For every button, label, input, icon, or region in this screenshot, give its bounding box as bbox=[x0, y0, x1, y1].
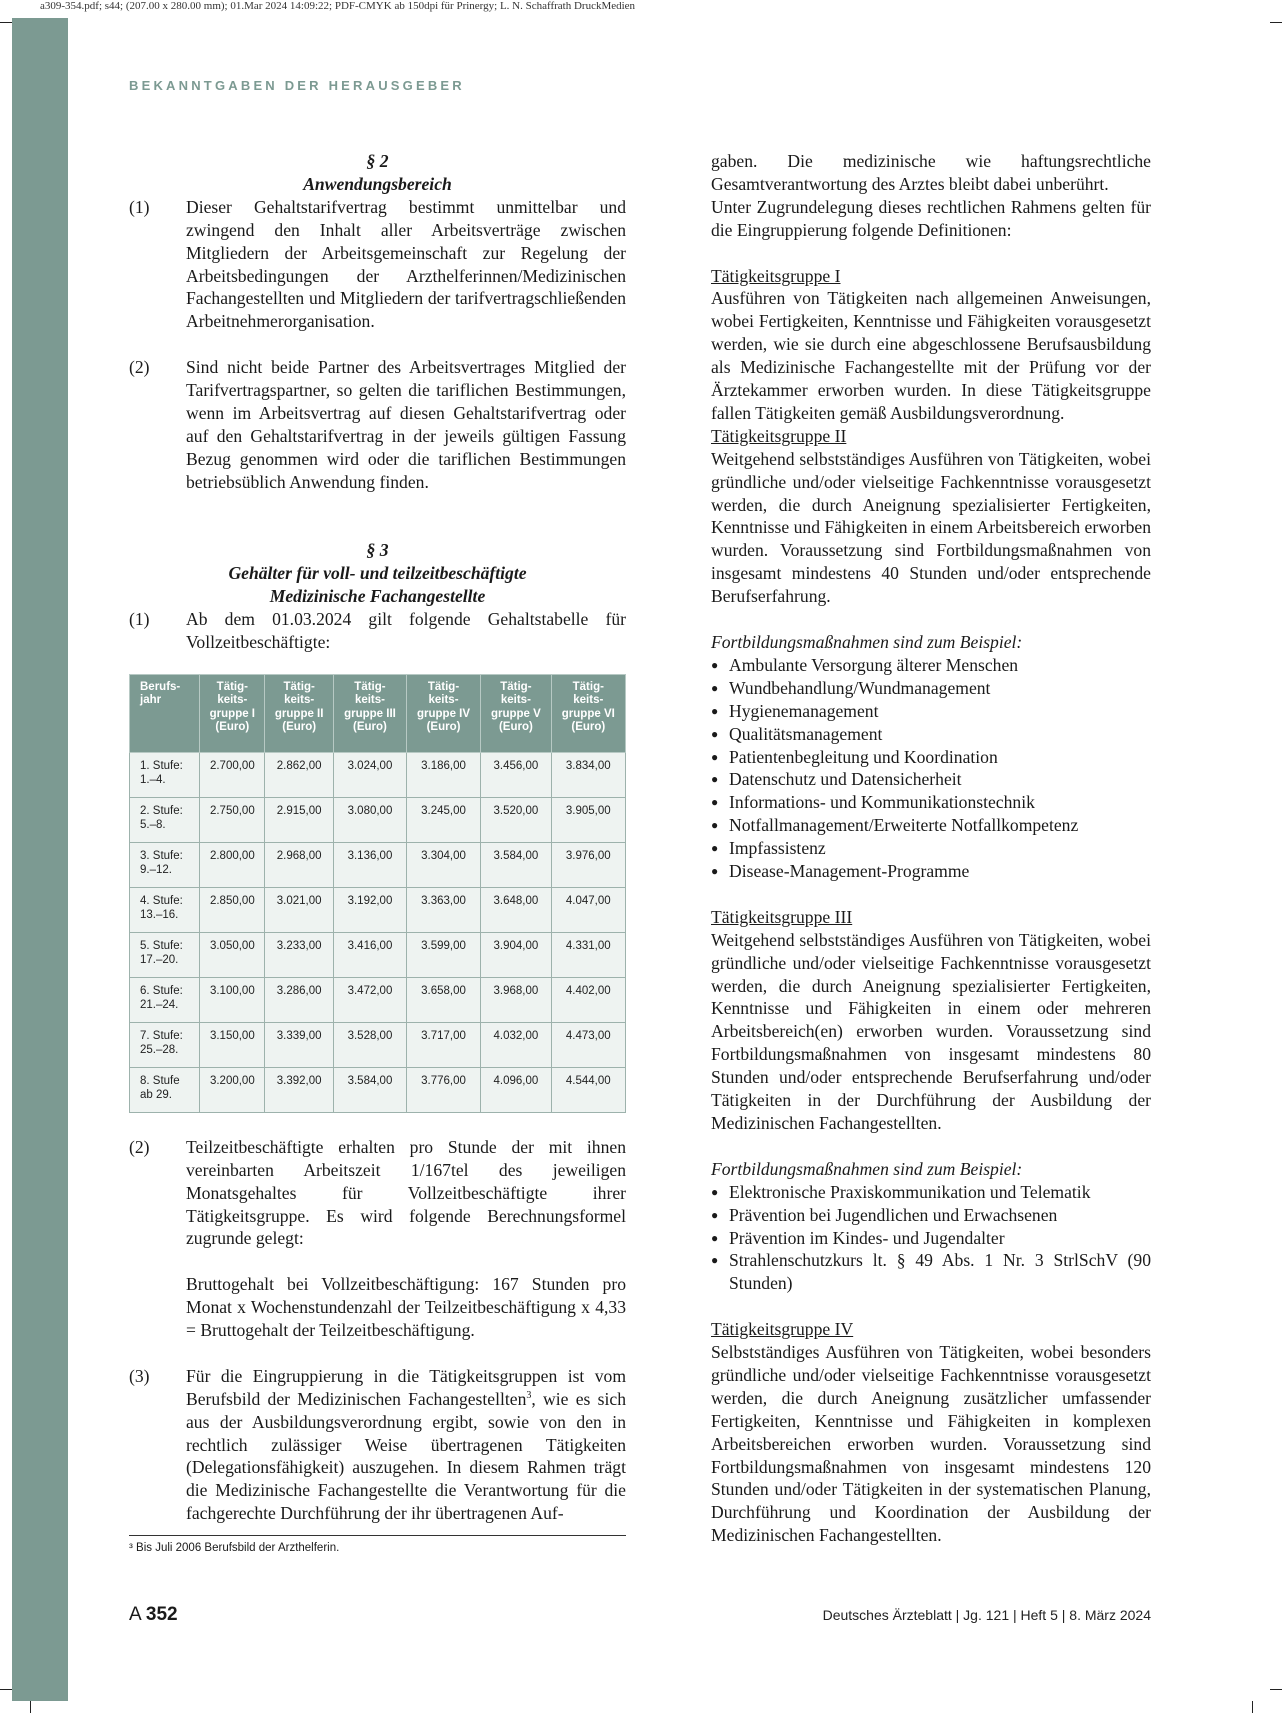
list-item: ● Qualitätsmanagement bbox=[711, 723, 1151, 746]
salary-cell: 3.363,00 bbox=[406, 887, 480, 932]
salary-cell: 3.304,00 bbox=[406, 842, 480, 887]
group-description: Weitgehend selbstständiges Ausführen von Tätigkeiten, wobei gründliche und/oder vielseitige Fachkenntnisse vorausgesetzt werden, die durch Aneignung spezialisierter Fertigkeiten, Kenntnisse und Fähigkeiten in einem oder mehreren Arbeitsbereich(en) erworben wurden. Voraussetzung sind Fortbildungsmaßnahmen von insgesamt mindestens 80 Stunden und/oder entsprechende Berufserfahrung und/oder Tätigkeiten in der Durchführung der Ausbildung der Medizinischen Fachangestellten. bbox=[711, 929, 1151, 1134]
list-item: ● Elektronische Praxiskommunikation und Telematik bbox=[711, 1181, 1151, 1204]
salary-cell: 3.976,00 bbox=[551, 842, 625, 887]
salary-cell: 2.862,00 bbox=[265, 752, 334, 797]
list-item: ● Notfallmanagement/Erweiterte Notfallkompetenz bbox=[711, 814, 1151, 837]
salary-cell: 3.021,00 bbox=[265, 887, 334, 932]
clause bbox=[129, 196, 626, 333]
clause-number: (2) bbox=[129, 357, 150, 378]
salary-cell: 3.100,00 bbox=[200, 977, 265, 1022]
print-metadata-line: a309-354.pdf; s44; (207.00 x 280.00 mm); 01.Mar 2024 14:09:22; PDF-CMYK ab 150dpi für Prinergy; L. N. Schaffrath DruckMedien bbox=[40, 0, 636, 12]
list-item: ● Impfassistenz bbox=[711, 837, 1151, 860]
examples-heading: Fortbildungsmaßnahmen sind zum Beispiel: bbox=[711, 1158, 1023, 1179]
table-row bbox=[130, 797, 626, 842]
salary-cell: 2.968,00 bbox=[265, 842, 334, 887]
salary-cell: 3.648,00 bbox=[481, 887, 551, 932]
group-description: Ausführen von Tätigkeiten nach allgemeinen Anweisungen, wobei Fertigkeiten, Kenntnisse und Fähigkeiten vorausgesetzt werden, wie sie durch eine abgeschlossene Berufsausbildung als Medizinische Fachangestellte mit der Prüfung vor der Ärztekammer erworben wurden. In diese Tätigkeitsgruppe fallen Tätigkeiten gemäß Ausbildungsverordnung. bbox=[711, 288, 1151, 423]
list-item: ● Wundbehandlung/Wundmanagement bbox=[711, 677, 1151, 700]
salary-cell: 3.968,00 bbox=[481, 977, 551, 1022]
row-label-stage: 1. Stufe: 1.–4. bbox=[130, 752, 200, 797]
crop-mark bbox=[0, 22, 12, 23]
salary-cell: 3.245,00 bbox=[406, 797, 480, 842]
column-header-year: Berufs- jahr bbox=[130, 674, 200, 752]
table-row bbox=[130, 842, 626, 887]
list-item: ● Prävention im Kindes- und Jugendalter bbox=[711, 1227, 1151, 1250]
salary-cell: 3.233,00 bbox=[265, 932, 334, 977]
group-description: Weitgehend selbstständiges Ausführen von Tätigkeiten, wobei gründliche und/oder vielseitige Fachkenntnisse vorausgesetzt werden, die durch Aneignung spezialisierter Fertigkeiten, Kenntnisse und Fähigkeiten in einem Arbeitsbereich erworben wurden. Voraussetzung sind Fortbildungsmaßnahmen von insgesamt mindestens 40 Stunden und/oder entsprechende Berufserfahrung. bbox=[711, 448, 1151, 607]
crop-mark bbox=[1252, 1701, 1253, 1713]
table-row bbox=[130, 1022, 626, 1067]
journal-citation: Deutsches Ärzteblatt | Jg. 121 | Heft 5 | 8. März 2024 bbox=[822, 1607, 1151, 1623]
page-number: A 352 bbox=[129, 1604, 178, 1625]
footnote: ³ Bis Juli 2006 Berufsbild der Arzthelferin. bbox=[129, 1542, 340, 1555]
table-row bbox=[130, 932, 626, 977]
examples-list bbox=[711, 654, 1151, 883]
list-item: ● Informations- und Kommunikationstechnik bbox=[711, 791, 1151, 814]
table-row bbox=[130, 977, 626, 1022]
group-title: Tätigkeitsgruppe II bbox=[711, 425, 847, 446]
clause-text: Für die Eingruppierung in die Tätigkeitsgruppen ist vom Berufsbild der Medizinischen Fachangestellten$^3$, wie es sich aus der Ausbildungsverordnung ergibt, sowie von den in rechtlich zulässiger Weise übertragenen Tätigkeiten (Delegationsfähigkeit) auszugehen. In diesem Rahmen trägt die Medizinische Fachangestellte die Verantwortung für die fachgerechte Durchführung der ihr übertragenen Auf- bbox=[186, 1365, 626, 1524]
table-row bbox=[130, 887, 626, 932]
row-label-stage: 8. Stufe ab 29. bbox=[130, 1067, 200, 1112]
column-header-group: Tätig- keits- gruppe IV (Euro) bbox=[406, 674, 480, 752]
row-label-stage: 5. Stufe: 17.–20. bbox=[130, 932, 200, 977]
paragraph-text: gaben. Die medizinische wie haftungsrechtliche Gesamtverantwortung des Arztes bleibt dabei unberührt. bbox=[711, 151, 1151, 194]
crop-mark bbox=[0, 1689, 12, 1690]
row-label-stage: 3. Stufe: 9.–12. bbox=[130, 842, 200, 887]
salary-cell: 3.520,00 bbox=[481, 797, 551, 842]
salary-cell: 2.700,00 bbox=[200, 752, 265, 797]
group-title: Tätigkeitsgruppe IV bbox=[711, 1319, 854, 1340]
salary-cell: 3.905,00 bbox=[551, 797, 625, 842]
row-label-stage: 2. Stufe: 5.–8. bbox=[130, 797, 200, 842]
group-title: Tätigkeitsgruppe I bbox=[711, 265, 841, 286]
salary-cell: 3.472,00 bbox=[334, 977, 407, 1022]
clause bbox=[129, 356, 626, 493]
clause-text: Ab dem 01.03.2024 gilt folgende Gehaltstabelle für Vollzeitbeschäftigte: bbox=[186, 609, 626, 652]
list-item: ● Prävention bei Jugendlichen und Erwachsenen bbox=[711, 1204, 1151, 1227]
footnote-divider bbox=[129, 1535, 626, 1536]
list-item: ● Datenschutz und Datensicherheit bbox=[711, 768, 1151, 791]
list-item: ● Strahlenschutzkurs lt. § 49 Abs. 1 Nr. 3 StrlSchV (90 Stunden) bbox=[711, 1249, 1151, 1295]
salary-cell: 3.192,00 bbox=[334, 887, 407, 932]
column-header-group: Tätig- keits- gruppe V (Euro) bbox=[481, 674, 551, 752]
examples-list bbox=[711, 1181, 1151, 1296]
salary-cell: 2.800,00 bbox=[200, 842, 265, 887]
row-label-stage: 7. Stufe: 25.–28. bbox=[130, 1022, 200, 1067]
salary-cell: 4.331,00 bbox=[551, 932, 625, 977]
salary-cell: 2.915,00 bbox=[265, 797, 334, 842]
paragraph-title: Gehälter für voll- und teilzeitbeschäftigte bbox=[228, 563, 527, 584]
salary-cell: 3.200,00 bbox=[200, 1067, 265, 1112]
salary-cell: 3.904,00 bbox=[481, 932, 551, 977]
calculation-formula: Bruttogehalt bei Vollzeitbeschäftigung: 167 Stunden pro Monat x Wochenstundenzahl der Teilzeitbeschäftigung x 4,33 = Bruttogehalt der Teilzeitbeschäftigung. bbox=[186, 1274, 626, 1341]
row-label-stage: 6. Stufe: 21.–24. bbox=[130, 977, 200, 1022]
clause bbox=[129, 1136, 626, 1251]
crop-mark bbox=[1270, 22, 1282, 23]
clause-text: Dieser Gehaltstarifvertrag bestimmt unmittelbar und zwingend den Inhalt aller Arbeitsverträge zwischen Mitgliedern der Arbeitsgemeinschaft zur Regelung der Arbeitsbedingungen der Arzthelferinnen/Medizinischen Fachangestellten und Mitgliedern der tarifvertragschließenden Arbeitnehmerorganisation. bbox=[186, 196, 626, 332]
salary-cell: 3.776,00 bbox=[406, 1067, 480, 1112]
footnote-ref: 3 bbox=[526, 1389, 532, 1401]
clause-number: (1) bbox=[129, 196, 150, 217]
section-header: BEKANNTGABEN DER HERAUSGEBER bbox=[129, 78, 465, 93]
table-header-row bbox=[130, 674, 626, 752]
right-column bbox=[711, 150, 1151, 1547]
column-header-group: Tätig- keits- gruppe VI (Euro) bbox=[551, 674, 625, 752]
salary-cell: 3.599,00 bbox=[406, 932, 480, 977]
paragraph-number: § 3 bbox=[366, 540, 389, 561]
clause bbox=[129, 608, 626, 654]
table-row bbox=[130, 1067, 626, 1112]
salary-cell: 3.136,00 bbox=[334, 842, 407, 887]
clause-number: (1) bbox=[129, 609, 150, 630]
salary-cell: 3.416,00 bbox=[334, 932, 407, 977]
decorative-sidebar bbox=[12, 18, 68, 1701]
salary-cell: 3.456,00 bbox=[481, 752, 551, 797]
examples-heading: Fortbildungsmaßnahmen sind zum Beispiel: bbox=[711, 632, 1023, 652]
crop-mark bbox=[1270, 1689, 1282, 1690]
salary-cell: 3.339,00 bbox=[265, 1022, 334, 1067]
salary-cell: 4.473,00 bbox=[551, 1022, 625, 1067]
salary-cell: 4.544,00 bbox=[551, 1067, 625, 1112]
salary-cell: 3.024,00 bbox=[334, 752, 407, 797]
salary-cell: 4.032,00 bbox=[481, 1022, 551, 1067]
salary-cell: 3.150,00 bbox=[200, 1022, 265, 1067]
salary-cell: 4.402,00 bbox=[551, 977, 625, 1022]
salary-cell: 3.717,00 bbox=[406, 1022, 480, 1067]
salary-cell: 4.096,00 bbox=[481, 1067, 551, 1112]
clause bbox=[129, 1365, 626, 1525]
group-title: Tätigkeitsgruppe III bbox=[711, 906, 853, 927]
salary-cell: 3.080,00 bbox=[334, 797, 407, 842]
salary-table bbox=[129, 674, 626, 1113]
clause-text: Teilzeitbeschäftigte erhalten pro Stunde der mit ihnen vereinbarten Arbeitszeit 1/167tel des jeweiligen Monatsgehaltes für Vollzeitbeschäftigte ihrer Tätigkeitsgruppe. Es wird folgende Berechnungsformel zugrunde gelegt: bbox=[186, 1136, 626, 1249]
paragraph-title: Medizinische Fachangestellte bbox=[269, 586, 486, 607]
salary-cell: 3.186,00 bbox=[406, 752, 480, 797]
salary-cell: 3.584,00 bbox=[334, 1067, 407, 1112]
salary-cell: 2.850,00 bbox=[200, 887, 265, 932]
left-column bbox=[129, 150, 626, 1556]
salary-cell: 3.528,00 bbox=[334, 1022, 407, 1067]
clause-number: (2) bbox=[129, 1136, 150, 1157]
paragraph-text: Unter Zugrundelegung dieses rechtlichen Rahmens gelten für die Eingruppierung folgende Definitionen: bbox=[711, 196, 1151, 240]
clause-text: Sind nicht beide Partner des Arbeitsvertrages Mitglied der Tarifvertragspartner, so gelten die tariflichen Bestimmungen, wenn im Arbeitsvertrag auf diesen Gehaltstarifvertrag oder auf den Gehaltstarifvertrag in der jeweils gültigen Fassung Bezug genommen wird oder die tariflichen Bestimmungen betriebsüblich Anwendung finden. bbox=[186, 357, 626, 492]
salary-cell: 2.750,00 bbox=[200, 797, 265, 842]
salary-cell: 4.047,00 bbox=[551, 887, 625, 932]
salary-cell: 3.584,00 bbox=[481, 842, 551, 887]
crop-mark bbox=[30, 1701, 31, 1713]
salary-cell: 3.834,00 bbox=[551, 752, 625, 797]
paragraph-number: § 2 bbox=[366, 151, 389, 171]
row-label-stage: 4. Stufe: 13.–16. bbox=[130, 887, 200, 932]
column-header-group: Tätig- keits- gruppe I (Euro) bbox=[200, 674, 265, 752]
list-item: ● Patientenbegleitung und Koordination bbox=[711, 746, 1151, 769]
clause-number: (3) bbox=[129, 1365, 150, 1386]
paragraph-title: Anwendungsbereich bbox=[303, 173, 452, 194]
salary-cell: 3.050,00 bbox=[200, 932, 265, 977]
list-item: ● Ambulante Versorgung älterer Menschen bbox=[711, 654, 1151, 677]
salary-cell: 3.392,00 bbox=[265, 1067, 334, 1112]
group-description: Selbstständiges Ausführen von Tätigkeiten, wobei besonders gründliche und/oder vielseitige Fachkenntnisse vorausgesetzt werden, die durch Aneignung zusätzlicher umfassender Fertigkeiten, Kenntnisse und Fähigkeiten in komplexen Arbeitsbereichen erworben wurden. Voraussetzung sind Fortbildungsmaßnahmen von insgesamt mindestens 120 Stunden und/oder Tätigkeiten in der systematischen Planung, Durchführung und Koordination der Ausbildung der Medizinischen Fachangestellten. bbox=[711, 1342, 1151, 1546]
list-item: ● Disease-Management-Programme bbox=[711, 860, 1151, 883]
column-header-group: Tätig- keits- gruppe II (Euro) bbox=[265, 674, 334, 752]
list-item: ● Hygienemanagement bbox=[711, 700, 1151, 723]
salary-cell: 3.286,00 bbox=[265, 977, 334, 1022]
salary-cell: 3.658,00 bbox=[406, 977, 480, 1022]
column-header-group: Tätig- keits- gruppe III (Euro) bbox=[334, 674, 407, 752]
table-row bbox=[130, 752, 626, 797]
